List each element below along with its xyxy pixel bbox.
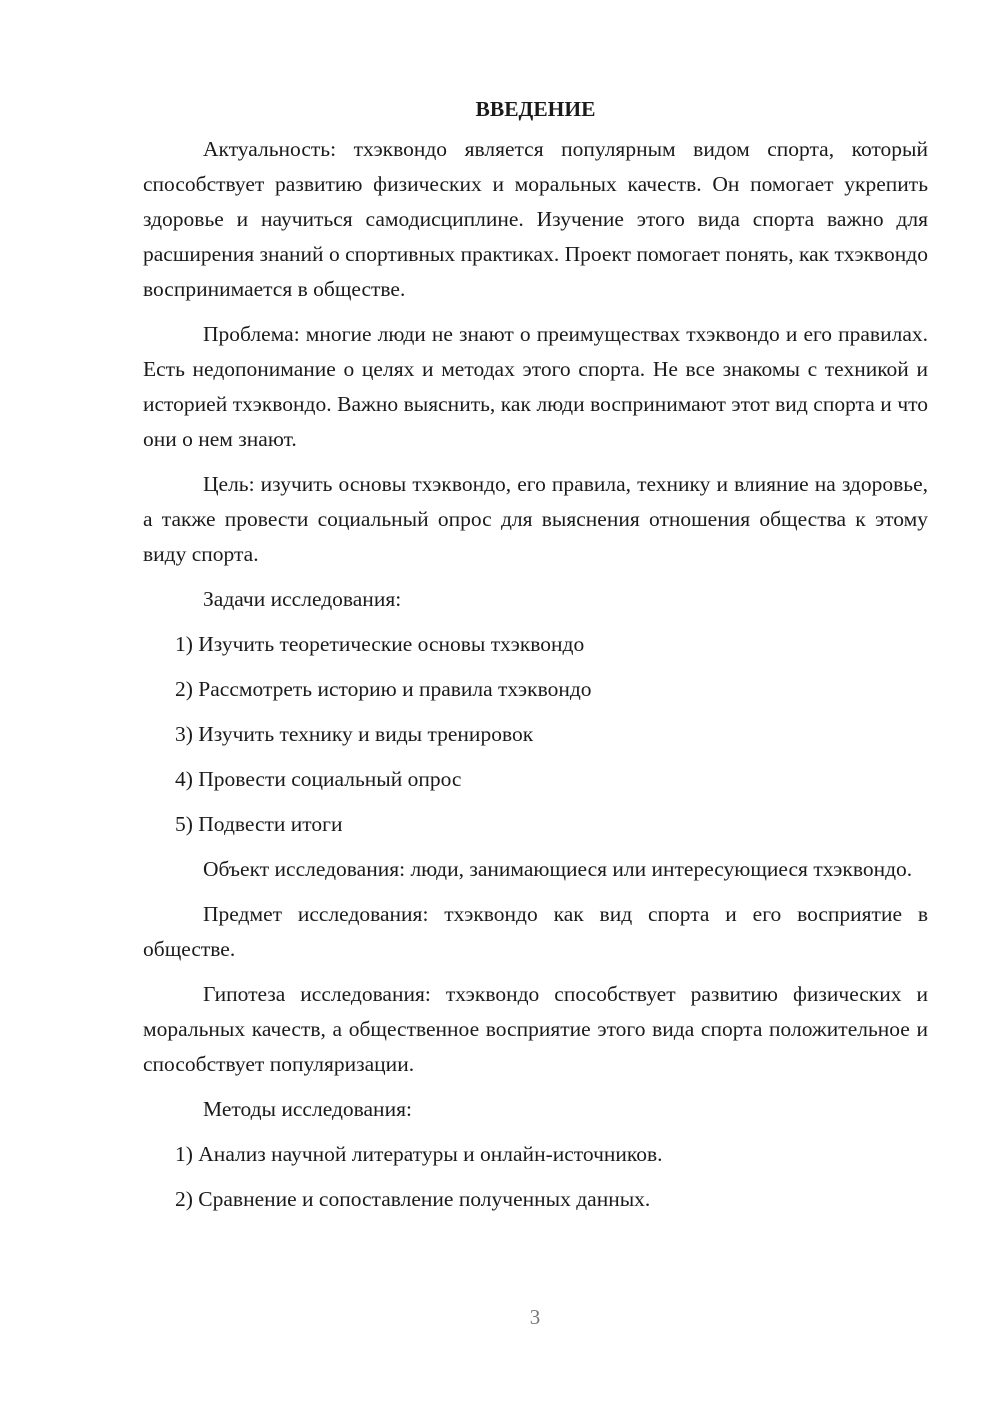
methods-heading: Методы исследования:	[203, 1097, 412, 1121]
method-item: 1) Анализ научной литературы и онлайн-источников.	[175, 1142, 663, 1166]
hypothesis-paragraph: Гипотеза исследования: тхэквондо способствует развитию физических и моральных качеств, а общественное восприятие этого вида спорта положительное и способствует популяризации.	[143, 982, 928, 1076]
section-title: ВВЕДЕНИЕ	[475, 97, 596, 121]
tasks-heading: Задачи исследования:	[203, 587, 402, 611]
problem-paragraph: Проблема: многие люди не знают о преимуществах тхэквондо и его правилах. Есть недопонимание о целях и методах этого спорта. Не все знакомы с техникой и историей тхэквондо. Важно выяснить, как люди воспринимают этот вид спорта и что они о нем знают.	[143, 322, 928, 451]
task-item: 3) Изучить технику и виды тренировок	[175, 722, 534, 746]
document-page	[143, 92, 928, 1227]
page-number: 3	[529, 1305, 541, 1329]
method-item: 2) Сравнение и сопоставление полученных данных.	[175, 1187, 651, 1211]
subject-paragraph: Предмет исследования: тхэквондо как вид спорта и его восприятие в обществе.	[143, 902, 928, 961]
task-item: 5) Подвести итоги	[175, 812, 343, 836]
task-item: 4) Провести социальный опрос	[175, 767, 462, 791]
task-item: 1) Изучить теоретические основы тхэквондо	[175, 632, 585, 656]
goal-paragraph: Цель: изучить основы тхэквондо, его правила, технику и влияние на здоровье, а также провести социальный опрос для выяснения отношения общества к этому виду спорта.	[143, 472, 928, 566]
relevance-paragraph: Актуальность: тхэквондо является популярным видом спорта, который способствует развитию физических и моральных качеств. Он помогает укрепить здоровье и научиться самодисциплине. Изучение этого вида спорта важно для расширения знаний о спортивных практиках. Проект помогает понять, как тхэквондо воспринимается в обществе.	[143, 137, 928, 301]
object-paragraph: Объект исследования: люди, занимающиеся или интересующиеся тхэквондо.	[203, 857, 913, 881]
task-item: 2) Рассмотреть историю и правила тхэквондо	[175, 677, 592, 701]
